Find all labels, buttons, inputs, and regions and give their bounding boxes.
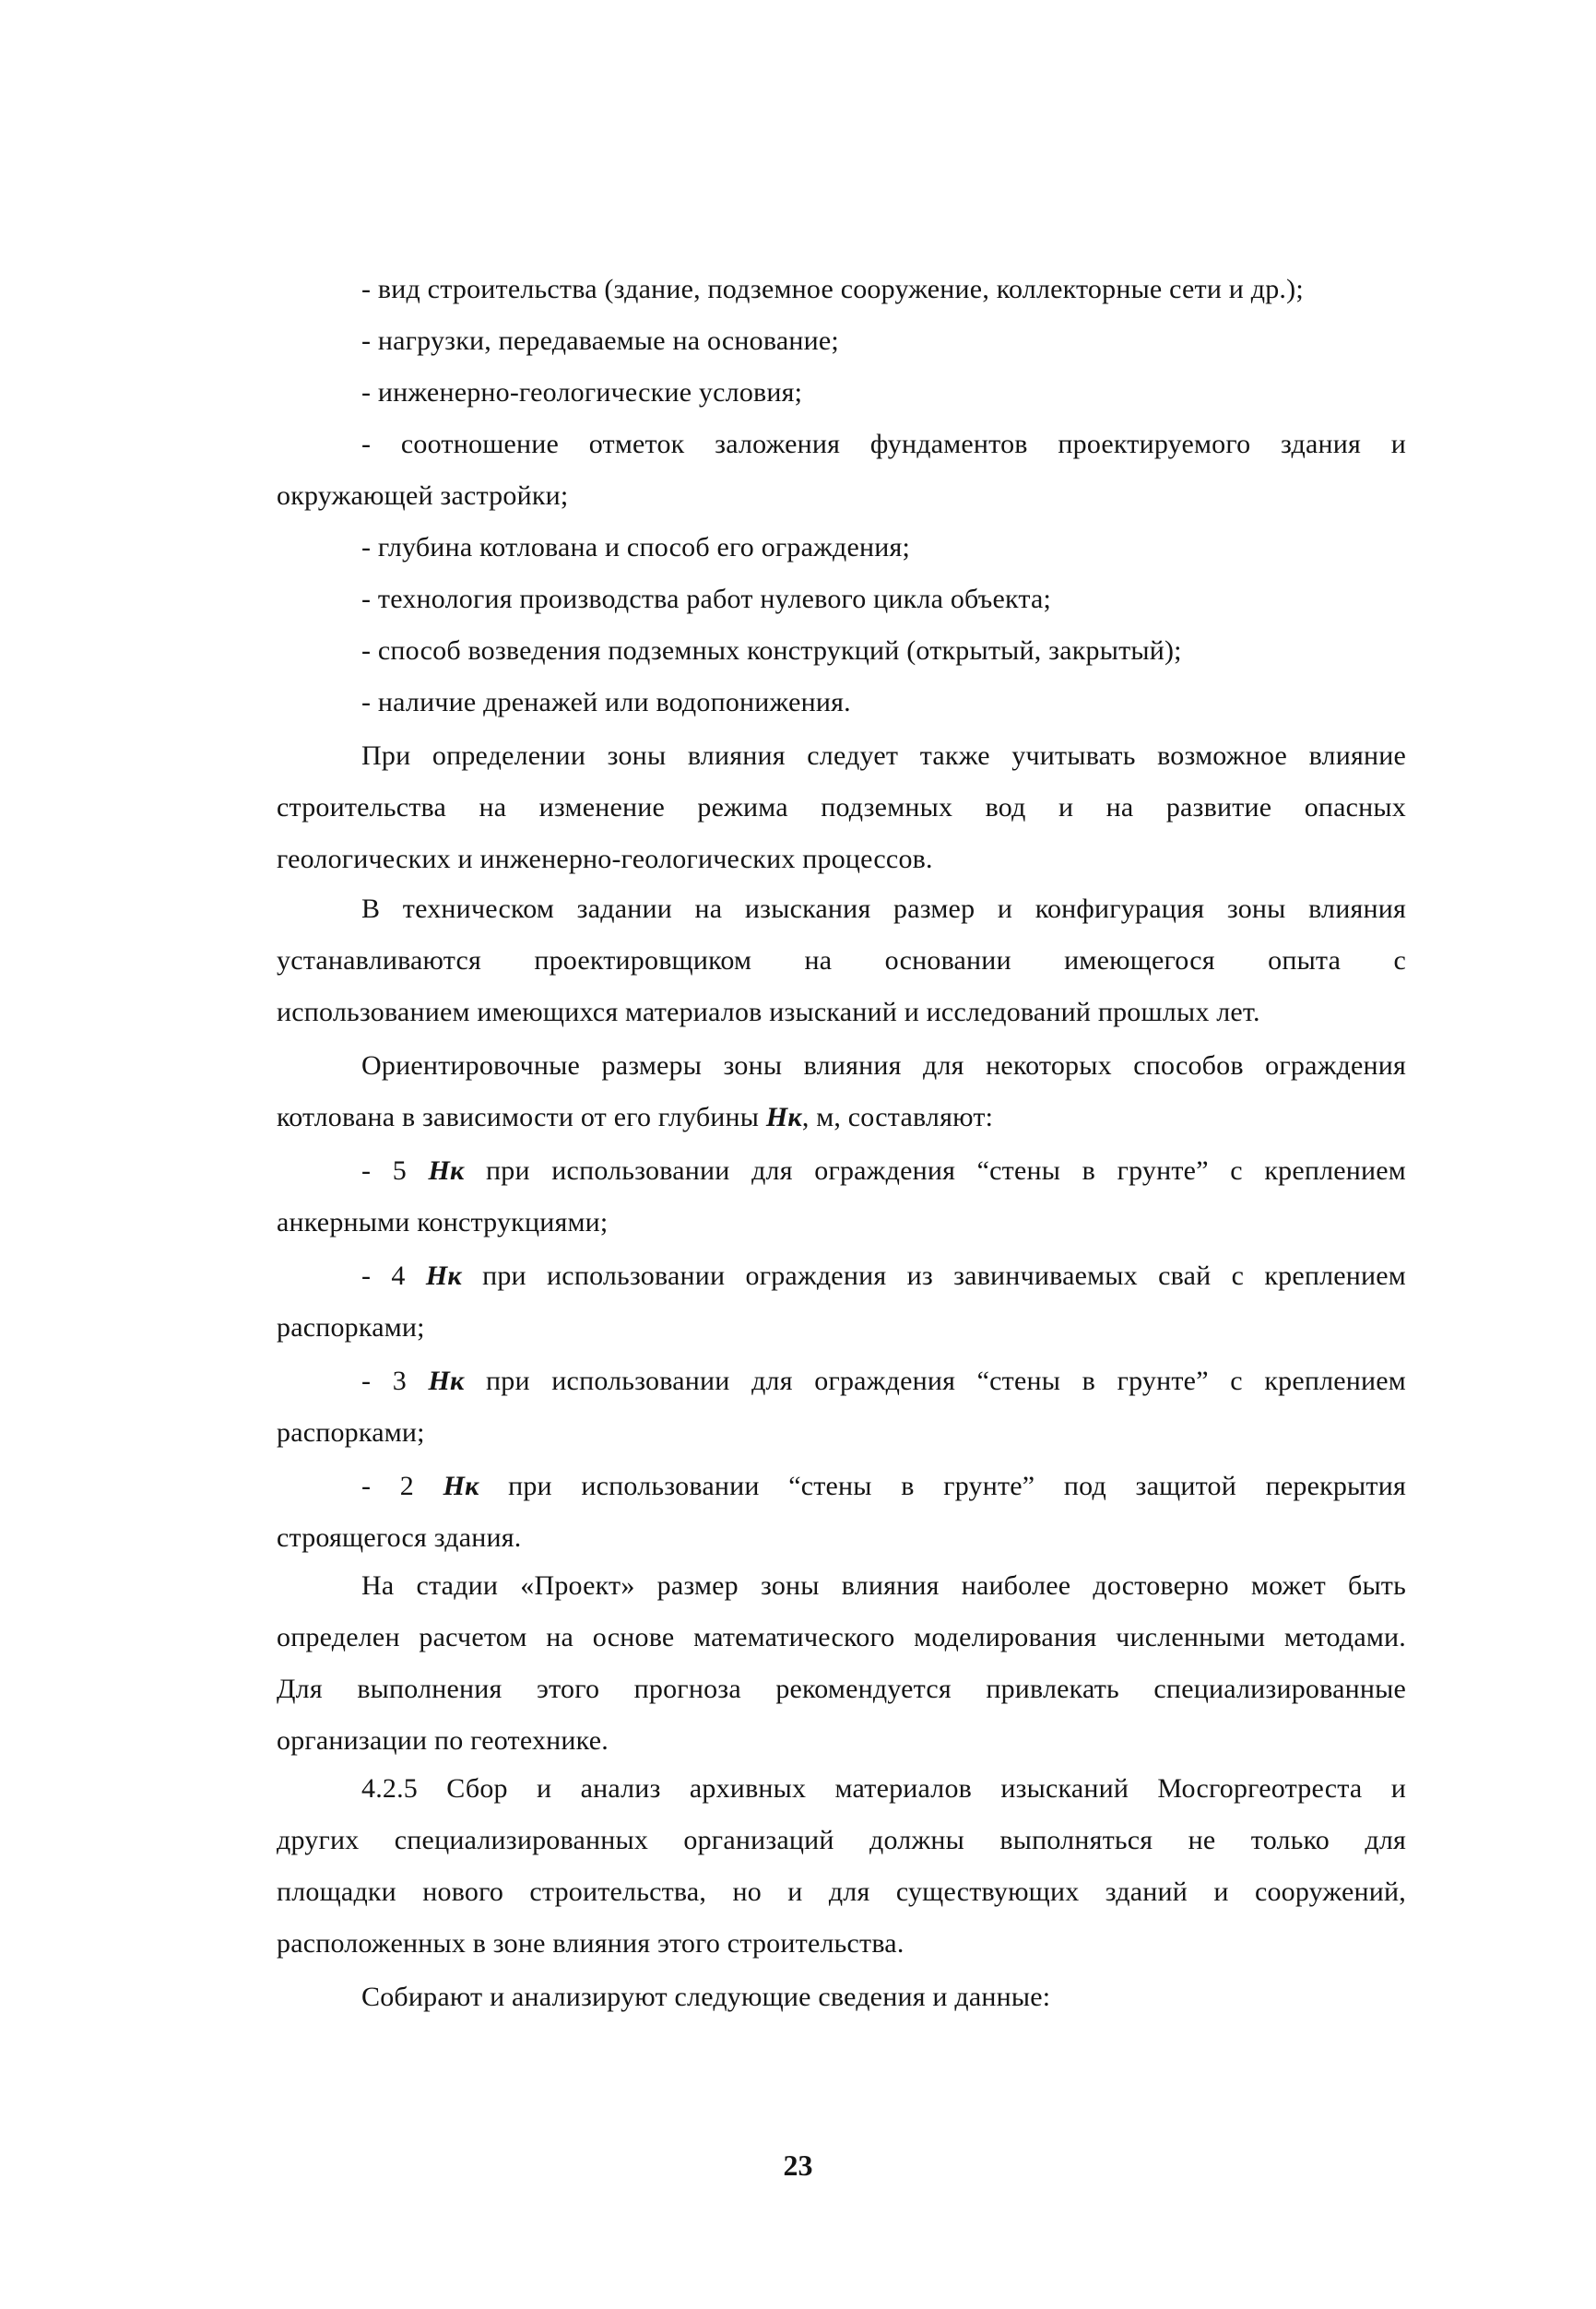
- list-item-continuation: анкерными конструкциями;: [277, 1207, 609, 1237]
- text-span: при использовании ограждения из завинчиваемых свай с креплением: [461, 1261, 1406, 1291]
- list-item: - нагрузки, передаваемые на основание;: [361, 326, 839, 356]
- paragraph-line: При определении зоны влияния следует также учитывать возможное влияние: [361, 740, 1406, 771]
- text-span: котлована в зависимости от его глубины: [277, 1102, 766, 1132]
- paragraph-line: расположенных в зоне влияния этого строительства.: [277, 1928, 904, 1959]
- list-item: - наличие дренажей или водопонижения.: [361, 687, 851, 717]
- paragraph-influence: [277, 730, 1406, 885]
- page-number: 23: [783, 2149, 813, 2182]
- paragraph-approximate-sizes: [277, 1040, 1406, 1143]
- paragraph-line: строительства на изменение режима подземных вод и на развитие опасных: [277, 792, 1406, 823]
- text-span: - 4: [361, 1261, 426, 1291]
- paragraph-collect-data: [277, 1972, 1406, 2023]
- depth-symbol: Hк: [428, 1366, 465, 1396]
- depth-symbol: Hк: [443, 1471, 479, 1501]
- list-item: - инженерно-геологические условия;: [361, 377, 803, 408]
- list-item: - технология производства работ нулевого цикла объекта;: [361, 584, 1052, 614]
- list-item: [277, 1145, 1406, 1197]
- list-item-continuation: распорками;: [277, 1417, 425, 1448]
- paragraph-section-4-2-5: [277, 1763, 1406, 1970]
- paragraph-line: устанавливаются проектировщиком на основании имеющегося опыта с: [277, 945, 1406, 976]
- paragraph-line: других специализированных организаций должны выполняться не только для: [277, 1825, 1406, 1855]
- list-zone-sizes: [277, 1145, 1406, 1564]
- text-span: , м, составляют:: [801, 1102, 994, 1132]
- text-span: - 2: [361, 1471, 443, 1501]
- paragraph-line: использованием имеющихся материалов изысканий и исследований прошлых лет.: [277, 997, 1260, 1027]
- paragraph-line: [277, 1092, 1406, 1143]
- list-item-continuation: строящегося здания.: [277, 1522, 522, 1553]
- paragraph-line: организации по геотехнике.: [277, 1725, 609, 1756]
- paragraph-line: определен расчетом на основе математического моделирования численными методами.: [277, 1622, 1406, 1652]
- depth-symbol: Hк: [765, 1102, 802, 1132]
- list-item: [277, 1250, 1406, 1302]
- list-item-continuation: окружающей застройки;: [277, 480, 569, 511]
- paragraph-line: Для выполнения этого прогноза рекомендуется привлекать специализированные: [277, 1674, 1406, 1704]
- paragraph-line: Ориентировочные размеры зоны влияния для некоторых способов ограждения: [361, 1050, 1406, 1081]
- list-item: - глубина котлована и способ его ограждения;: [361, 532, 911, 562]
- list-item: - вид строительства (здание, подземное сооружение, коллекторные сети и др.);: [361, 274, 1304, 304]
- list-item: [277, 1461, 1406, 1512]
- paragraph-project-stage: [277, 1560, 1406, 1767]
- text-span: - 5: [361, 1155, 429, 1186]
- list-item: - способ возведения подземных конструкций (открытый, закрытый);: [361, 635, 1182, 666]
- depth-symbol: Hк: [428, 1155, 465, 1186]
- list-item: [277, 1356, 1406, 1407]
- paragraph-line: На стадии «Проект» размер зоны влияния наиболее достоверно может быть: [361, 1570, 1406, 1601]
- paragraph-line: 4.2.5 Сбор и анализ архивных материалов изысканий Мосгоргеотреста и: [361, 1773, 1406, 1804]
- list-item-continuation: распорками;: [277, 1312, 425, 1343]
- text-span: при использовании “стены в грунте” под защитой перекрытия: [479, 1471, 1406, 1501]
- paragraph-line: площадки нового строительства, но и для существующих зданий и сооружений,: [277, 1877, 1406, 1907]
- list-item: - соотношение отметок заложения фундаментов проектируемого здания и: [361, 429, 1406, 459]
- text-span: - 3: [361, 1366, 429, 1396]
- paragraph-technical-task: [277, 883, 1406, 1038]
- text-span: при использовании для ограждения “стены в грунте” с креплением: [464, 1155, 1406, 1186]
- paragraph-line: Собирают и анализируют следующие сведения и данные:: [361, 1982, 1051, 2012]
- text-span: при использовании для ограждения “стены в грунте” с креплением: [464, 1366, 1406, 1396]
- paragraph-line: геологических и инженерно-геологических процессов.: [277, 844, 933, 874]
- depth-symbol: Hк: [425, 1261, 462, 1291]
- paragraph-line: В техническом задании на изыскания размер и конфигурация зоны влияния: [361, 894, 1406, 924]
- list-construction-factors: [277, 264, 1406, 728]
